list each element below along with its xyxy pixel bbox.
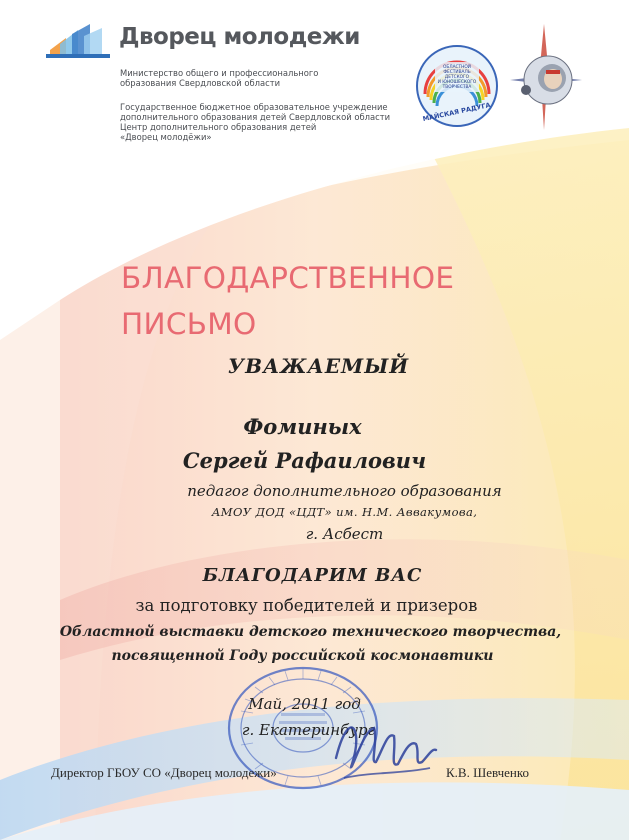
director-name: К.В. Шевченко [446,765,530,780]
festival-badge-line: ОБЛАСТНОЙ [443,65,471,70]
issue-date: Май, 2011 год [248,695,361,713]
palace-logo-icon [46,20,110,60]
festival-badge-line: ДЕТСКОГО [444,75,470,80]
thanks-reason: за подготовку победителей и призеров [135,596,478,615]
festival-emblem-icon [415,44,499,128]
title-line: БЛАГОДАРСТВЕННОЕ [121,261,455,295]
institution-line: Центр дополнительного образования детей [120,122,317,132]
recipient-name: Сергей Рафаилович [182,448,427,473]
director-signature-icon [330,706,440,786]
recipient-surname: Фоминых [243,414,362,439]
exhibition-line: посвященной Году российской космонавтики [111,648,494,664]
festival-badge-line: ФЕСТИВАЛЬ [443,70,471,75]
institution-line: дополнительного образования детей Свердловской области [120,112,391,122]
ministry-line: Министерство общего и профессионального [120,68,319,78]
ministry-text [120,68,420,88]
recipient-school: АМОУ ДОД «ЦДТ» им. Н.М. Аввакумова, [211,505,478,519]
title-line: ПИСЬМО [121,307,257,341]
director-label: Директор ГБОУ СО «Дворец молодежи» [51,765,277,780]
festival-badge-name: МАЙСКАЯ РАДУГА [421,100,492,124]
festival-badge-line: И ЮНОШЕСКОГО [437,80,477,85]
thanks-heading: БЛАГОДАРИМ ВАС [202,565,423,586]
exhibition-line: Областной выставки детского технического творчества, [59,624,562,640]
ministry-line: образования Свердловской области [120,78,281,88]
institution-line: «Дворец молодёжи» [120,132,212,142]
recipient-position: педагог дополнительного образования [187,482,502,500]
festival-badge-line: ТВОРЧЕСТВА [442,85,472,90]
institution-text [120,102,420,142]
recipient-city: г. Асбест [305,525,384,543]
issue-place: г. Екатеринбург [241,721,376,739]
salutation: УВАЖАЕМЫЙ [227,354,410,378]
cosmonaut-emblem-icon [508,22,584,132]
organization-name: Дворец молодежи [119,24,360,50]
document-title [121,255,454,347]
institution-line: Государственное бюджетное образовательное учреждение [120,102,388,112]
